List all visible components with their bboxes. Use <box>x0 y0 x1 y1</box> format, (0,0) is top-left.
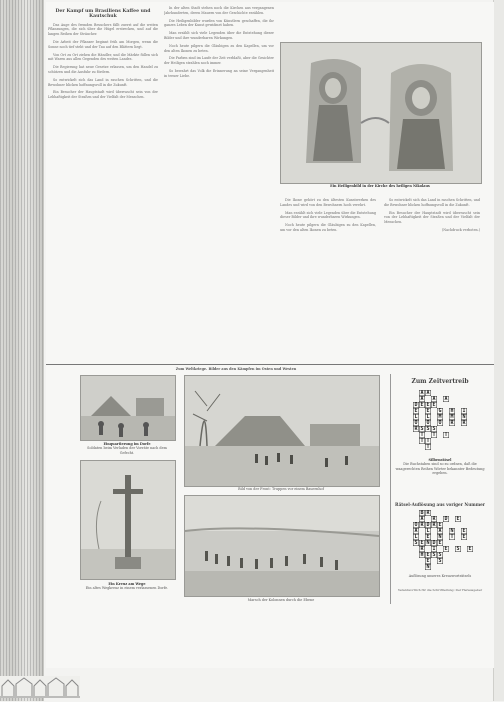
solution-cell: B <box>420 510 424 516</box>
book-spine <box>0 0 44 701</box>
solution-cell: N <box>426 540 430 546</box>
caption-text: Ein altes Wegkreuz in einem verlassenen Dorfe. <box>85 586 169 591</box>
solution-cell: E <box>468 546 472 552</box>
solution-cell: D <box>426 522 430 528</box>
puzzle-cell: E <box>432 402 436 408</box>
puzzle-cell: T <box>426 444 430 450</box>
cross-photo <box>80 460 176 580</box>
solution-grid <box>407 510 473 570</box>
icon-photo-illustration <box>281 43 481 183</box>
paragraph: Noch heute pilgern die Gläubigen zu den Kapellen, um vor den alten Ikonen zu beten. <box>280 223 376 232</box>
solution-cell: D <box>444 516 448 522</box>
puzzle-cell: T <box>432 432 436 438</box>
solution-cell: E <box>444 546 448 552</box>
paragraph: Man erzählt sich viele Legenden über die Entstehung dieser Bilder und ihre wunderbaren Wirkungen. <box>164 31 274 40</box>
archive-logo-icon <box>0 676 80 698</box>
puzzle-cell: M <box>438 414 442 420</box>
solution-cell: R <box>420 546 424 552</box>
puzzle-cell: L <box>426 414 430 420</box>
paragraph: Die Heiligenbilder wurden von Künstlern geschaffen, die ihr ganzes Leben der Kunst gewidmet haben. <box>164 18 274 28</box>
village-photo-caption <box>80 442 174 455</box>
archive-ruler-logo <box>0 676 80 698</box>
farm-photo-caption: Bild von der Front: Truppen vor einem Bauernhof <box>238 487 324 491</box>
paragraph: Von Ort zu Ort ziehen die Händler, und die Märkte füllen sich mit Waren aus allen Gegenden des weiten Landes. <box>48 52 158 62</box>
paragraph: Die Ikone gehört zu den ältesten Kunstwerken des Landes und wird von den Bewohnern hoch verehrt. <box>280 198 376 207</box>
puzzle-section <box>390 374 489 604</box>
puzzle-cell: M <box>450 414 454 420</box>
puzzle-cell: A <box>420 396 424 402</box>
puzzle-cell: S <box>426 426 430 432</box>
paragraph: So entwickelt sich das Land in raschen Schritten, und die Bewohner blicken hoffnungsvoll in die Zukunft. <box>48 77 158 87</box>
solution-cell: A <box>420 516 424 522</box>
solution-cell: E <box>438 522 442 528</box>
puzzle-cell: E <box>420 402 424 408</box>
caption-title: Silbenrätsel <box>428 458 452 462</box>
solution-cell: H <box>420 552 424 558</box>
paragraph: Noch heute pilgern die Gläubigen zu den Kapellen, um vor den alten Ikonen zu beten. <box>164 43 274 53</box>
solution-title: Rätsel-Auflösung aus voriger Nummer <box>395 502 485 507</box>
solution-cell: E <box>426 534 430 540</box>
puzzle-footer: Verantwortlich für die Schriftleitung: Der Herausgeber <box>397 588 483 592</box>
puzzle-cell: T <box>420 432 424 438</box>
puzzle-cell: R <box>462 420 466 426</box>
paragraph: Die Regierung hat neue Gesetze erlassen, um den Handel zu schützen und die Ausfuhr zu fördern. <box>48 65 158 74</box>
puzzle-cell: H <box>450 408 454 414</box>
caption-text: Ein Heiligenbild in der Kirche des heiligen Nikolaus <box>330 184 430 188</box>
puzzle-cell <box>467 444 473 450</box>
paragraph: Man erzählt sich viele Legenden über die Entstehung dieser Bilder und ihre wunderbaren Wirkungen. <box>280 210 376 220</box>
solution-cell: E <box>426 558 430 564</box>
solution-cell: T <box>450 534 454 540</box>
puzzle-cell: L <box>414 414 418 420</box>
march-photo <box>184 495 380 597</box>
solution-cell: S <box>414 540 418 546</box>
solution-cell: R <box>426 510 430 516</box>
solution-cell: S <box>432 552 436 558</box>
top-middle-column <box>164 6 274 356</box>
march-illustration <box>185 496 379 596</box>
farm-photo <box>184 375 380 487</box>
solution-cell: N <box>450 528 454 534</box>
solution-cell: A <box>438 528 442 534</box>
solution-cell: L <box>414 534 418 540</box>
puzzle-cell: T <box>444 432 448 438</box>
paragraph: In der alten Stadt stehen noch die Kirchen aus vergangenen Jahrhunderten, deren Mauern von der Geschichte erzählen. <box>164 6 274 15</box>
caption-text: Die Buchstaben sind so zu ordnen, daß die waagerechten Reihen Wörter bekannter Bedeutung ergeben. <box>395 462 485 476</box>
page-edge <box>493 0 504 701</box>
puzzle-cell: A <box>426 390 430 396</box>
puzzle-cell: A <box>420 390 424 396</box>
solution-cell: E <box>462 534 466 540</box>
puzzle-grid <box>407 390 473 450</box>
solution-cell: A <box>414 528 418 534</box>
paragraph: Ein Besucher der Hauptstadt wird überrascht sein von der Lebhaftigkeit der Straßen und der Vielfalt der Menschen. <box>48 90 158 100</box>
puzzle-cell: E <box>426 402 430 408</box>
solution-cell <box>467 564 473 570</box>
solution-cell: E <box>420 540 424 546</box>
puzzle-cell: T <box>426 438 430 444</box>
solution-cell: O <box>414 522 418 528</box>
puzzle-cell: A <box>432 396 436 402</box>
paragraph: So entwickelt sich das Land in raschen Schritten, und die Bewohner blicken hoffnungsvoll in die Zukunft. <box>384 198 480 207</box>
puzzle-cell: S <box>420 426 424 432</box>
solution-cell: N <box>426 564 430 570</box>
top-left-column <box>48 6 158 356</box>
icon-photo-caption <box>280 184 480 188</box>
puzzle-cell: E <box>426 408 430 414</box>
paragraph: Die Arbeit der Pflanzer beginnt früh am Morgen, wenn die Sonne noch tief steht und der Tau auf den Blättern liegt. <box>48 39 158 49</box>
solution-cell: S <box>456 546 460 552</box>
paragraph: Das Auge des fremden Besuchers fällt zuerst auf die weiten Pflanzungen, die sich über die Hügel erstrecken, und auf die langen Reihen der Sträucher. <box>48 22 158 37</box>
paragraph: Die Farben sind im Laufe der Zeit verblaßt, aber die Gesichter der Heiligen strahlen noch immer. <box>164 56 274 66</box>
solution-cell: E <box>438 540 442 546</box>
solution-caption: Auflösung unseres Kreuzworträtsels <box>408 574 472 578</box>
cross-illustration <box>81 461 175 579</box>
farm-illustration <box>185 376 379 486</box>
solution-cell: L <box>426 528 430 534</box>
caption-title: Einquartierung im Dorfe <box>103 442 151 446</box>
march-photo-caption: Marsch der Kolonnen durch die Ebene <box>247 598 315 602</box>
solution-cell: E <box>426 552 430 558</box>
puzzle-cell: O <box>426 420 430 426</box>
village-illustration <box>81 376 175 440</box>
top-right-text-left <box>280 198 376 358</box>
puzzle-cell: T <box>420 438 424 444</box>
puzzle-cell: E <box>414 408 418 414</box>
puzzle-cell: O <box>414 420 418 426</box>
solution-cell: R <box>432 522 436 528</box>
puzzle-cell: N <box>462 414 466 420</box>
solution-cell: D <box>432 540 436 546</box>
puzzle-caption <box>393 458 487 476</box>
puzzle-cell: S <box>432 426 436 432</box>
solution-cell: S <box>438 552 442 558</box>
puzzle-cell: R <box>414 426 418 432</box>
solution-cell: R <box>420 522 424 528</box>
cross-photo-caption <box>80 582 174 591</box>
signature: (Nachdruck verboten.) <box>441 227 480 232</box>
top-right-text-right <box>384 198 480 358</box>
newspaper-page <box>46 2 494 668</box>
solution-cell: R <box>432 516 436 522</box>
solution-cell: I <box>432 546 436 552</box>
solution-cell: E <box>456 516 460 522</box>
puzzle-cell: R <box>450 420 454 426</box>
section-title: Zum Weltkriege. Bilder aus den Kämpfen im Osten und Westen <box>175 367 297 371</box>
solution-cell: S <box>438 558 442 564</box>
puzzle-cell: O <box>438 420 442 426</box>
puzzle-cell: A <box>444 396 448 402</box>
section-divider <box>46 364 494 365</box>
village-photo <box>80 375 176 441</box>
paragraph: Ein Besucher der Hauptstadt wird überrascht sein von der Lebhaftigkeit der Straßen und der Vielfalt der Menschen. <box>384 210 480 225</box>
solution-cell: N <box>438 534 442 540</box>
article-heading: Der Kampf um Brasiliens Kaffee und Kautschuk <box>55 9 151 19</box>
paragraph: So bewahrt das Volk die Erinnerung an seine Vergangenheit in treuer Liebe. <box>164 68 274 78</box>
puzzle-cell: G <box>438 408 442 414</box>
puzzle-cell: D <box>414 402 418 408</box>
puzzle-cell: I <box>462 408 466 414</box>
caption-title: Ein Kreuz am Wege <box>108 582 146 586</box>
puzzle-title: Zum Zeitvertreib <box>411 378 469 385</box>
caption-text: Soldaten beim Verladen der Vorräte nach dem Gefecht. <box>87 446 167 455</box>
icon-photo <box>280 42 482 184</box>
solution-cell: E <box>462 528 466 534</box>
